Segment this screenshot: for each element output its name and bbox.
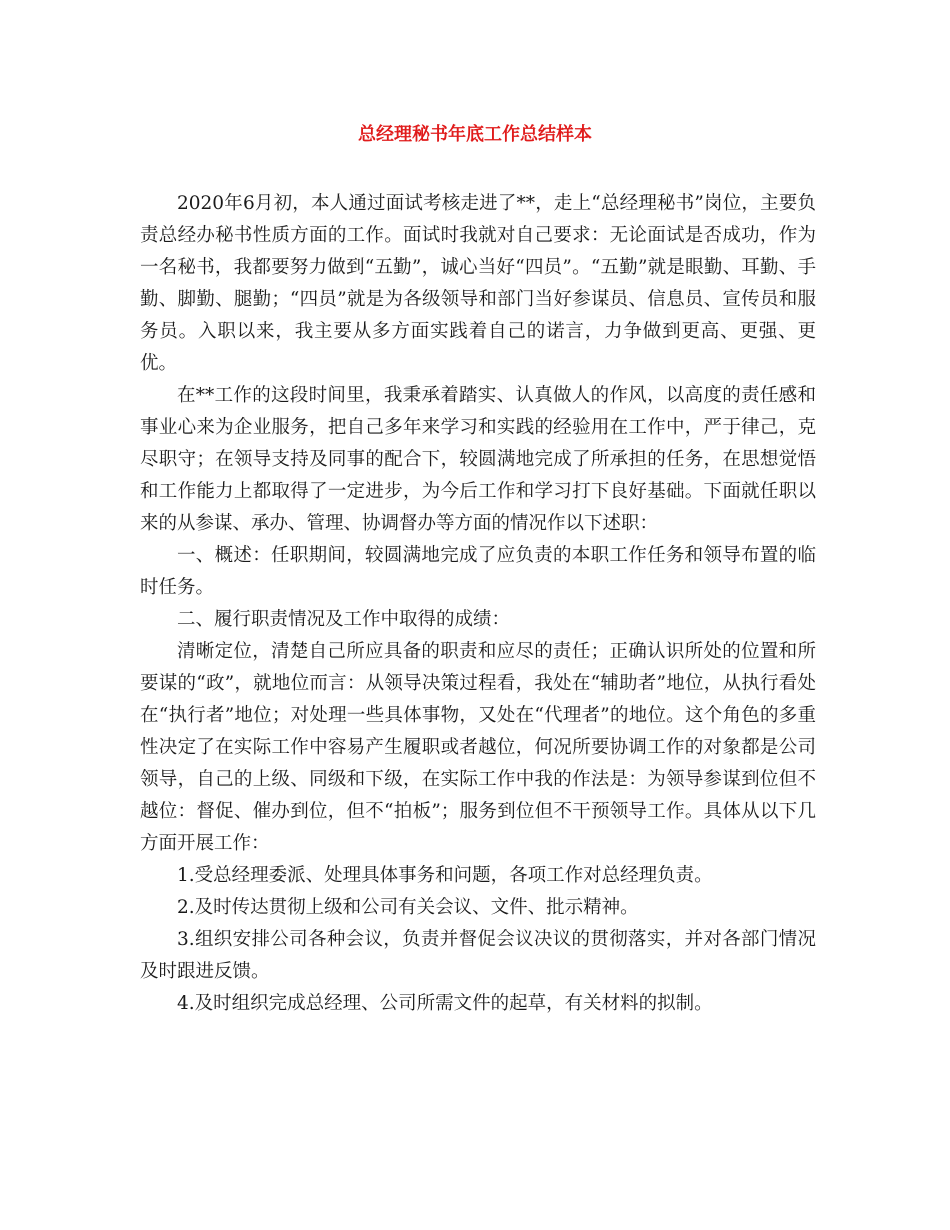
paragraph-intro: 2020年6月初，本人通过面试考核走进了**，走上“总经理秘书”岗位，主要负责总经办秘书性质方面的工作。面试时我就对自己要求：无论面试是否成功，作为一名秘书，我都要努力做到“五勤”，诚心当好“四员”。“五勤”就是眼勤、耳勤、手勤、脚勤、腿勤；“四员”就是为各级领导和部门当好参谋员、信息员、宣传员和服务员。入职以来，我主要从多方面实践着自己的诺言，力争做到更高、更强、更优。: [140, 193, 816, 374]
paragraph-work-attitude: 在**工作的这段时间里，我秉承着踏实、认真做人的作风，以高度的责任感和事业心来为企业服务，把自己多年来学习和实践的经验用在工作中，严于律己，克尽职守；在领导支持及同事的配合下，较圆满地完成了所承担的任务，在思想觉悟和工作能力上都取得了一定进步，为今后工作和学习打下良好基础。下面就任职以来的从参谋、承办、管理、协调督办等方面的情况作以下述职：: [140, 385, 816, 534]
paragraph-overview: 一、概述：任职期间，较圆满地完成了应负责的本职工作任务和领导布置的临时任务。: [140, 545, 816, 598]
paragraph-section-heading: 二、履行职责情况及工作中取得的成绩：: [177, 609, 511, 630]
document-body: [140, 188, 816, 1020]
list-item-3: 3.组织安排公司各种会议，负责并督促会议决议的贯彻落实，并对各部门情况及时跟进反馈。: [140, 929, 816, 982]
list-item-1: 1.受总经理委派、处理具体事务和问题，各项工作对总经理负责。: [177, 865, 713, 886]
list-item-4: 4.及时组织完成总经理、公司所需文件的起草，有关材料的拟制。: [177, 993, 713, 1014]
document-title: 总经理秘书年底工作总结样本: [358, 124, 592, 145]
list-item-2: 2.及时传达贯彻上级和公司有关会议、文件、批示精神。: [177, 897, 639, 918]
paragraph-positioning: 清晰定位，清楚自己所应具备的职责和应尽的责任；正确认识所处的位置和所要谋的“政”，就地位而言：从领导决策过程看，我处在“辅助者”地位，从执行看处在“执行者”地位；对处理一些具体事物，又处在“代理者”的地位。这个角色的多重性决定了在实际工作中容易产生履职或者越位，何况所要协调工作的对象都是公司领导，自己的上级、同级和下级，在实际工作中我的作法是：为领导参谋到位但不越位：督促、催办到位，但不“拍板”；服务到位但不干预领导工作。具体从以下几方面开展工作：: [140, 641, 816, 854]
